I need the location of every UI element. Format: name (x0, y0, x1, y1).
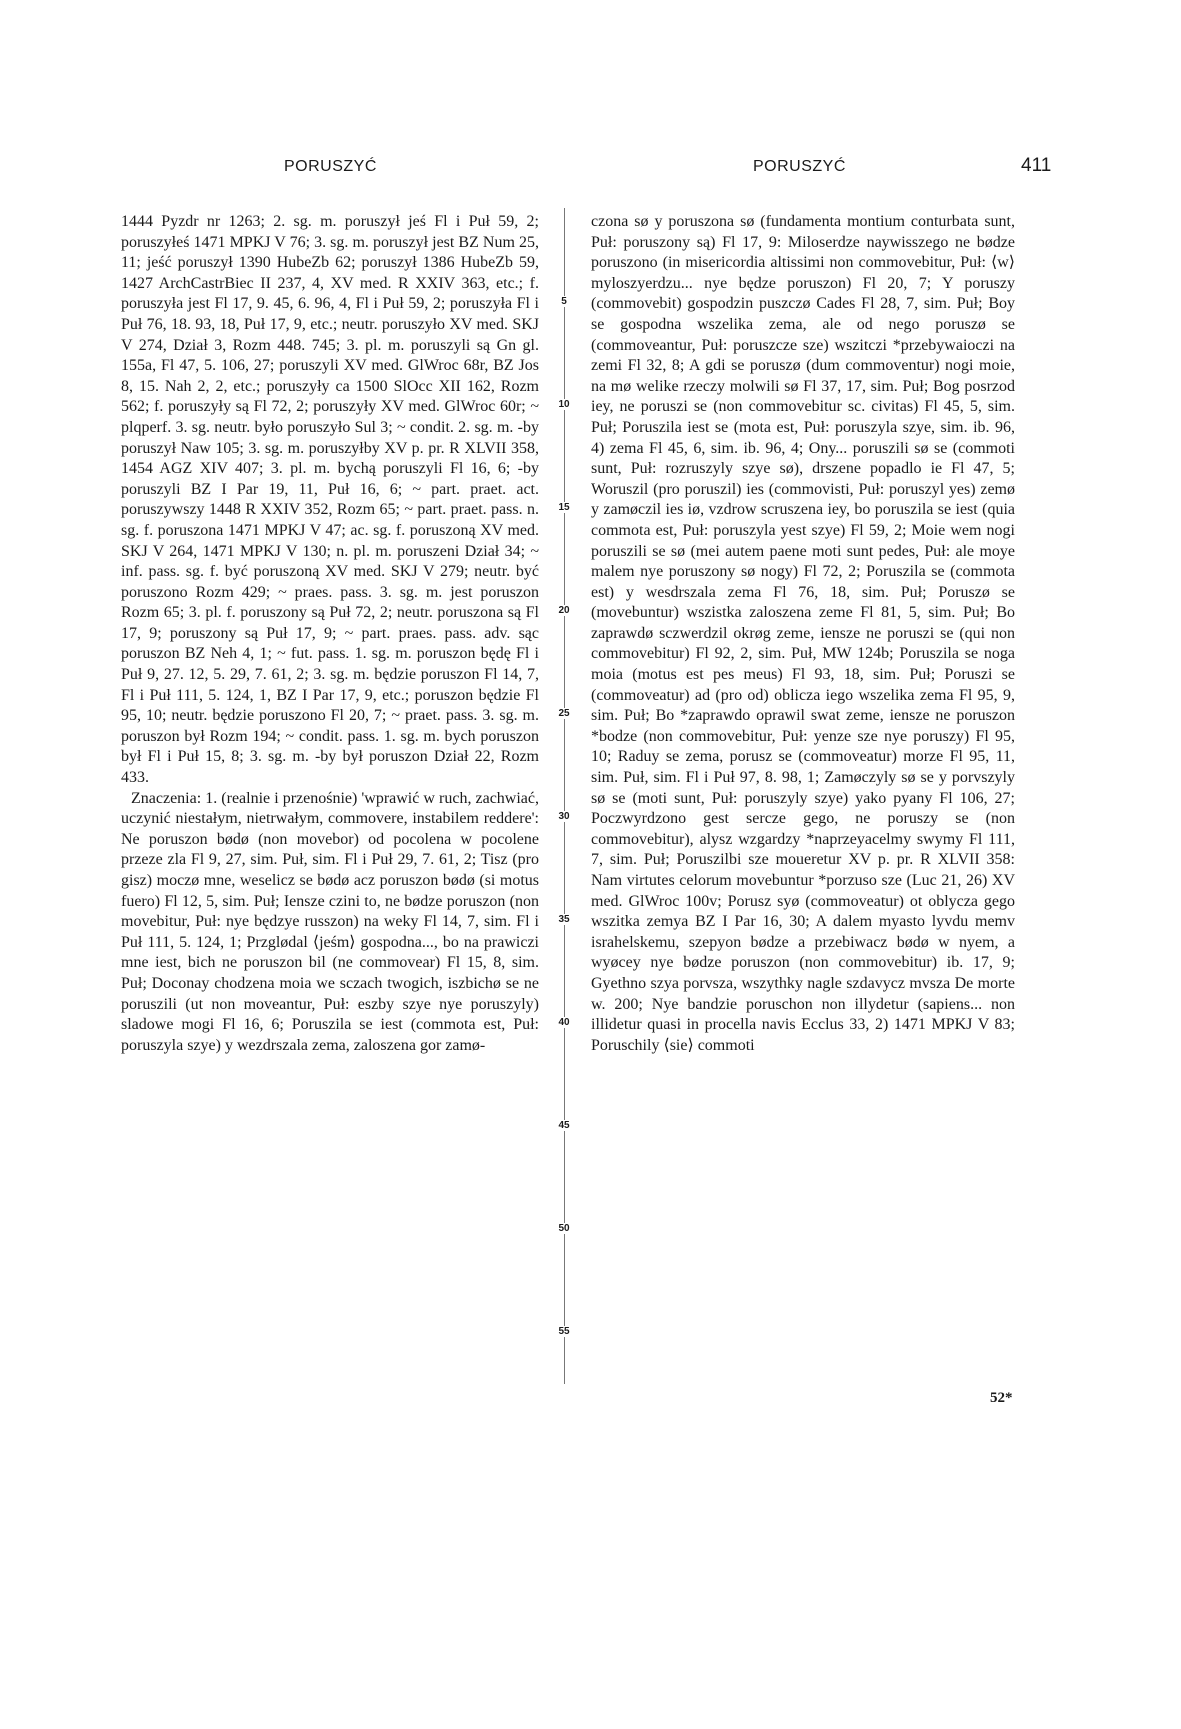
line-number: 15 (551, 502, 577, 513)
line-number: 5 (551, 296, 577, 307)
column-divider (564, 208, 565, 1384)
right-column (591, 212, 1015, 1056)
running-head-right: PORUSZYĆ (753, 158, 846, 175)
grammar-forms-paragraph: 1444 Pyzdr nr 1263; 2. sg. m. poruszył jeś Fl i Puł 59, 2; poruszyłeś 1471 MPKJ V 76; 3. sg. m. poruszył jest BZ Num 25, 11; jeść poruszył 1390 HubeZb 62; poruszył 1386 HubeZb 59, 1427 ArchCastrBiec II 237, 4, XV med. R XXIV 363, etc.; f. poruszyła jest Fl 17, 9. 45, 6. 96, 4, Fl i Puł 59, 2; poruszyła Fl i Puł 76, 18. 93, 18, Puł 17, 9, etc.; neutr. poruszyło XV med. SKJ V 274, Dział 3, Rozm 448. 745; 3. pl. m. poruszyli są Gn gl. 155a, Fl 47, 5. 106, 27; poruszyli XV med. GlWroc 68r, BZ Jos 8, 15. Nah 2, 2, etc.; poruszyły ca 1500 SlOcc XII 162, Rozm 562; f. poruszyły są Fl 72, 2; poruszyły XV med. GlWroc 60r; ~ plqperf. 3. sg. neutr. było poruszyło Sul 3; ~ condit. 2. sg. m. -by poruszył Naw 105; 3. sg. m. poruszyłby XV p. pr. R XLVII 358, 1454 AGZ XIV 407; 3. pl. m. bychą poruszyli Fl 16, 6; -by poruszyli BZ I Par 19, 11, Puł 16, 6; ~ part. praet. act. poruszywszy 1448 R XXIV 352, Rozm 65; ~ part. praet. pass. n. sg. f. poruszona 1471 MPKJ V 47; ac. sg. f. poruszoną XV med. SKJ V 264, 1471 MPKJ V 130; n. pl. m. poruszeni Dział 34; ~ inf. pass. sg. f. być poruszoną XV med. SKJ V 279; neutr. być poruszono Rozm 429; ~ praes. pass. 3. sg. m. jest poruszon Rozm 65; 3. pl. f. poruszony są Puł 72, 2; neutr. poruszona są Fl 17, 9; poruszony są Puł 17, 9; ~ part. praes. pass. adv. sąc poruszon BZ Neh 4, 1; ~ fut. pass. 1. sg. m. poruszon będę Fl i Puł 9, 27. 12, 5. 29, 7. 61, 2; 3. sg. m. będzie poruszon Fl 14, 7, Fl i Puł 111, 5. 124, 1, BZ I Par 17, 9, etc.; poruszon będzie Fl 95, 10; neutr. będzie poruszono Fl 20, 7; ~ praet. pass. 3. sg. m. poruszon był Rozm 194; ~ condit. pass. 1. sg. m. bych poruszon był Fl i Puł 15, 8; 3. sg. m. -by był poruszon Dział 22, Rozm 433. (121, 213, 539, 787)
line-number: 35 (551, 914, 577, 925)
line-number: 40 (551, 1017, 577, 1028)
line-number: 45 (551, 1120, 577, 1131)
signature-mark: 52* (990, 1390, 1013, 1406)
line-number: 20 (551, 605, 577, 616)
line-number: 30 (551, 811, 577, 822)
line-number: 50 (551, 1223, 577, 1234)
line-number: 10 (551, 399, 577, 410)
meanings-paragraph: Znaczenia: 1. (realnie i przenośnie) 'wprawić w ruch, zachwiać, uczynić niestałym, nietrwałym, commovere, instabilem reddere': Ne poruszon bødø (non movebor) od pocolena w pocolene przeze zla Fl 9, 27, sim. Puł, sim. Fl i Puł 29, 7. 61, 2; Tisz (pro gisz) moczø mne, weselicz se bødø acz poruszon bødø (si motus fuero) Fl 12, 5, sim. Puł; Iensze czini to, ne bødze poruszon (non movebitur, Puł: nye będzye russzon) na weky Fl 14, 7, sim. Fl i Puł 111, 5. 124, 1; Przglødal ⟨jeśm⟩ gospodna..., bo na prawiczi mne iest, bich ne poruszon bil (ne commovear) Fl 15, 8, sim. Puł; Doconay chodzena moia we sczach twogich, iszbichø se ne poruszili (ut non moveantur, Puł: eszby szye nye poruszyly) sladowe mogi Fl 16, 6; Poruszila se iest (commota est, Puł: poruszyla szye) y wezdrszala zema, zaloszena gor zamø- (121, 789, 539, 1054)
line-number: 55 (551, 1326, 577, 1337)
line-number: 25 (551, 708, 577, 719)
left-column (121, 212, 539, 1056)
running-head-left: PORUSZYĆ (284, 158, 377, 175)
page-number: 411 (1021, 155, 1052, 176)
right-column-text: czona sø y poruszona sø (fundamenta montium conturbata sunt, Puł: poruszony są) Fl 17, 9: Miloserdze naywisszego ne bødze poruszono (in misericordia altissimi non commovebitur, Puł: ⟨w⟩ myloszyerdzu... nye będze poruszon) Fl 20, 7; Y poruszy (commovebit) gospodzin puszczø Cades Fl 28, 7, sim. Puł; Boy se gospodna wszelika zema, ale od nego poruszø se (commoveantur, Puł: poruszcze sze) wszitczi *przebywaioczi na zemi Fl 32, 8; A gdi se poruszø (dum commoventur) nogi moie, na mø welike rzeczy molwili sø Fl 37, 17, sim. Puł; Bog posrzod iey, ne poruszi se (non commovebitur sc. civitas) Fl 45, 5, sim. Puł; Poruszila iest se (mota est, Puł: poruszyla szye, sim. ib. 96, 4) zema Fl 45, 6, sim. ib. 96, 4; Ony... poruszili sø se (commoti sunt, Puł: rozruszyly szye sø), drszene popadlo ie Fl 47, 5; Woruszil (pro poruszil) ies (commovisti, Puł: poruszyl yes) zemø y zamøczil ies iø, vzdrow scruszena iey, bo poruszila se iest (quia commota est, Puł: poruszyla yest szye) Fl 59, 2; Moie wem nogi poruszili se sø (mei autem paene moti sunt pedes, Puł: ale moye malem nye poruszony sø nogy) Fl 72, 2; Poruszila se (commota est) y wesdrszala zema Fl 76, 18, sim. Puł; Poruszø se (movebuntur) wszistka zaloszena zeme Fl 81, 5, sim. Puł; Bo zaprawdø sczwerdzil okrøg zeme, iensze ne poruszi se (qui non commovebitur) Fl 92, 2, sim. Puł, MW 124b; Poruszila se noga moia (motus est pes meus) Fl 93, 18, sim. Puł; Poruszi se (commoveatur) ad (pro od) oblicza iego wszelika zema Fl 95, 9, sim. Puł; Bo *zaprawdo oprawil swat zeme, iensze ne poruszon *bodze (non commovebitur, Puł: yenze sze nye poruszy) Fl 95, 10; Raduy se zema, porusz se (commoveatur) morze Fl 95, 11, sim. Puł, sim. Fl i Puł 97, 8. 98, 1; Zamøczyly sø se y porvszyly sø se (moti sunt, Puł: poruszyly szye) yako pyany Fl 106, 27; Poczwyrdzono gest sercze gego, ne poruszy se (non commovebitur), alysz wzgardzy *naprzeyacelmy swymy Fl 111, 7, sim. Puł; Poruszilbi sze moueretur XV p. pr. R XLVII 358: Nam virtutes celorum movebuntur *porzuso sze (Luc 21, 26) XV med. GlWroc 100v; Porusz syø (commoveatur) ot oblycza gego wszitka zemya BZ I Par 16, 30; A dalem myasto lyvdu memv israhelskemu, szepyon bødze a przebiwacz bødø w nyem, a wyøcey nye bødze poruszon (non commovebitur) ib. 17, 9; Gyethno szya porvsza, wszythky nagle szdavycz mvsza De morte w. 200; Nye bandzie poruschon non illydetur (sapiens... non illidetur quasi in procella navis Ecclus 33, 2) 1471 MPKJ V 83; Poruschily ⟨sie⟩ commoti (591, 213, 1015, 1054)
